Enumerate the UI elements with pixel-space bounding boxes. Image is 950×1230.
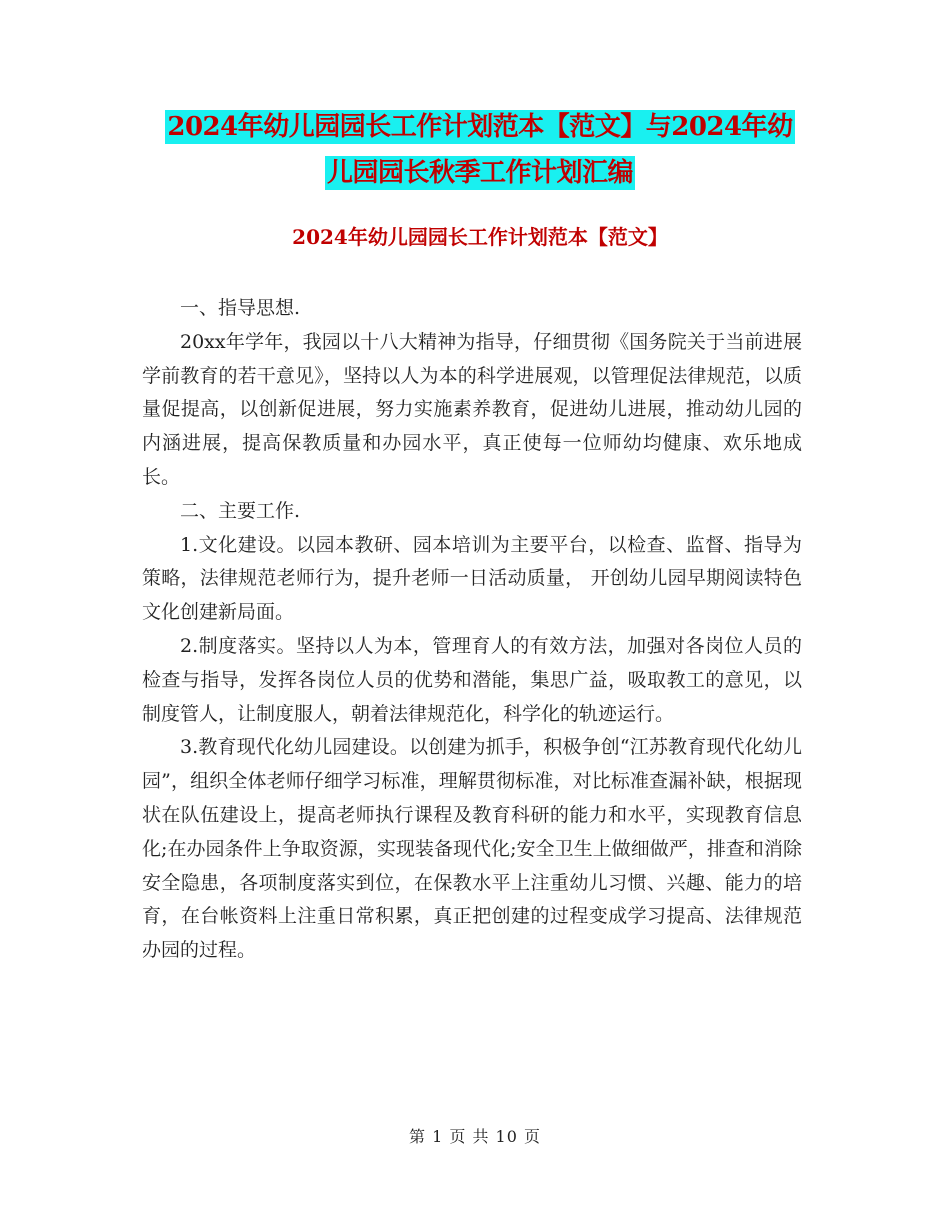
paragraph-guiding-thought: 20xx年学年，我园以十八大精神为指导，仔细贯彻《国务院关于当前进展学前教育的若干意见》，坚持以人为本的科学进展观，以管理促法律规范，以质量促提高，以创新促进展，努力实施素养教育，促进幼儿进展，推动幼儿园的内涵进展，提高保教质量和办园水平，真正使每一位师幼均健康、欢乐地成长。 <box>142 330 802 488</box>
heading-guiding-thought: 一、指导思想. <box>180 297 301 319</box>
paragraph-culture: 1.文化建设。以园本教研、园本培训为主要平台，以检查、监督、指导为策略，法律规范老师行为，提升老师一日活动质量， 开创幼儿园早期阅读特色文化创建新局面。 <box>142 533 802 624</box>
page-footer: 第 1 页 共 10 页 <box>409 1127 541 1146</box>
heading-main-work: 二、主要工作. <box>180 499 301 522</box>
section-subtitle: 2024年幼儿园园长工作计划范本【范文】 <box>292 225 668 249</box>
document-title <box>140 110 820 190</box>
title-line-2: 儿园园长秋季工作计划汇编 <box>326 158 633 188</box>
title-line-1: 2024年幼儿园园长工作计划范本【范文】与2024年幼 <box>167 112 793 142</box>
document-body <box>142 292 802 968</box>
paragraph-modernization: 3.教育现代化幼儿园建设。以创建为抓手，积极争创“江苏教育现代化幼儿园”，组织全体老师仔细学习标准，理解贯彻标准，对比标准查漏补缺，根据现状在队伍建设上，提高老师执行课程及教育科研的能力和水平，实现教育信息化;在办园条件上争取资源，实现装备现代化;安全卫生上做细做严，排查和消除安全隐患，各项制度落实到位，在保教水平上注重幼儿习惯、兴趣、能力的培育，在台帐资料上注重日常积累，真正把创建的过程变成学习提高、法律规范办园的过程。 <box>142 736 802 962</box>
paragraph-system: 2.制度落实。坚持以人为本，管理育人的有效方法，加强对各岗位人员的检查与指导，发挥各岗位人员的优势和潜能，集思广益，吸取教工的意见，以制度管人，让制度服人，朝着法律规范化，科学化的轨迹运行。 <box>142 634 802 725</box>
